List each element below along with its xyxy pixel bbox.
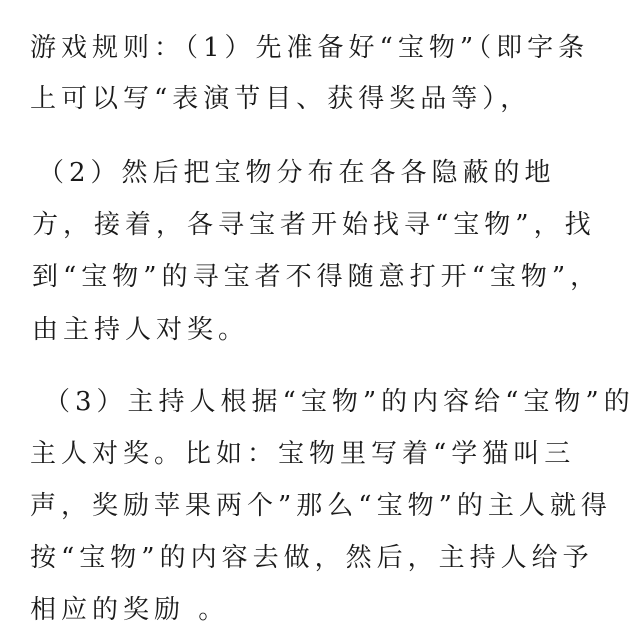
rules-line-6: 由主持人对奖。 — [32, 315, 250, 345]
rules-line-10: 按“宝物”的内容去做，然后，主持人给予 — [30, 543, 594, 573]
rules-line-2: 上可以写“表演节目、获得奖品等）， — [30, 84, 532, 114]
rules-line-8: 主人对奖。比如：宝物里写着“学猫叫三 — [30, 439, 576, 469]
rules-line-11: 相应的奖励 。 — [30, 595, 230, 625]
rules-line-9: 声，奖励苹果两个”那么“宝物”的主人就得 — [30, 491, 612, 521]
rules-line-3: （2）然后把宝物分布在各各隐蔽的地 — [38, 158, 556, 188]
rules-line-1: 游戏规则：（1）先准备好“宝物”（即字条 — [30, 33, 590, 63]
rules-line-5: 到“宝物”的寻宝者不得随意打开“宝物”， — [32, 262, 602, 292]
rules-line-7: （3）主持人根据“宝物”的内容给“宝物”的 — [44, 387, 635, 417]
rules-line-4: 方，接着，各寻宝者开始找寻“宝物”，找 — [32, 210, 596, 240]
